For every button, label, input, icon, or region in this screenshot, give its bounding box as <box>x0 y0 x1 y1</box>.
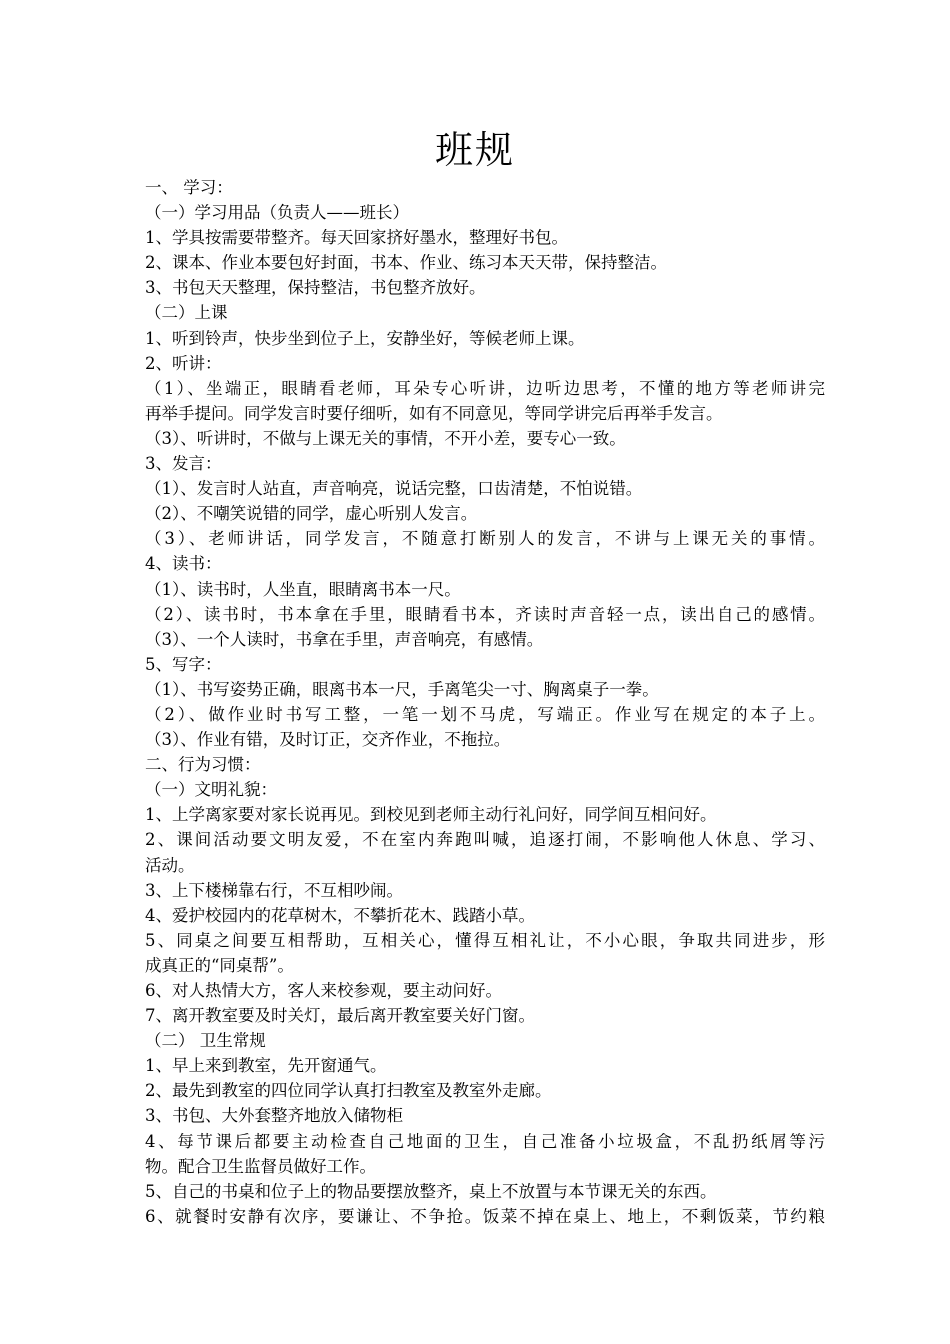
text-line: 5、自己的书桌和位子上的物品要摆放整齐，桌上不放置与本节课无关的东西。 <box>145 1181 717 1201</box>
document-title: 班规 <box>434 128 515 172</box>
text-line: 1、学具按需要带整齐。每天回家挤好墨水，整理好书包。 <box>145 228 568 248</box>
text-line: 3、上下楼梯靠右行，不互相吵闹。 <box>145 880 403 900</box>
text-line: （二） 卫生常规 <box>145 1031 266 1051</box>
text-line: 二、行为习惯： <box>145 755 261 775</box>
text-line: 3、书包天天整理，保持整洁，书包整齐放好。 <box>145 278 486 298</box>
text-line: 活动。 <box>145 855 195 875</box>
text-line: （2）、不嘲笑说错的同学，虚心听别人发言。 <box>145 504 478 524</box>
text-line: 2、课间活动要文明友爱，不在室内奔跑叫喊，追逐打闹，不影响他人休息、学习、 <box>145 830 825 850</box>
text-line: （3）、一个人读时，书拿在手里，声音响亮，有感情。 <box>145 629 544 649</box>
text-line: （3）、听讲时，不做与上课无关的事情，不开小差，要专心一致。 <box>145 428 626 448</box>
text-line: （一）学习用品（负责人——班长） <box>145 203 409 223</box>
text-line: 一、 学习： <box>145 178 233 197</box>
text-line: 4、读书： <box>145 554 222 574</box>
text-line: （一）文明礼貌： <box>145 780 277 800</box>
text-line: （2）、做作业时书写工整，一笔一划不马虎，写端正。作业写在规定的本子上。 <box>145 704 825 724</box>
text-line: （3）、老师讲话，同学发言，不随意打断别人的发言，不讲与上课无关的事情。 <box>145 529 825 549</box>
document-body <box>145 175 825 1229</box>
text-line: 7、离开教室要及时关灯，最后离开教室要关好门窗。 <box>145 1006 535 1026</box>
text-line: （3）、作业有错，及时订正，交齐作业，不拖拉。 <box>145 730 511 750</box>
text-line: 2、最先到教室的四位同学认真打扫教室及教室外走廊。 <box>145 1081 552 1101</box>
text-line: 2、课本、作业本要包好封面，书本、作业、练习本天天带，保持整洁。 <box>145 253 667 273</box>
text-line: （二）上课 <box>145 303 228 323</box>
text-line: 成真正的“同桌帮”。 <box>145 955 294 975</box>
text-line: 6、对人热情大方，客人来校参观，要主动问好。 <box>145 981 502 1000</box>
text-line: 再举手提问。同学发言时要仔细听，如有不同意见，等同学讲完后再举手发言。 <box>145 403 723 423</box>
text-line: 2、听讲： <box>145 353 222 373</box>
text-line: 1、听到铃声，快步坐到位子上，安静坐好，等候老师上课。 <box>145 328 585 348</box>
text-line: （1）、坐端正，眼睛看老师，耳朵专心听讲，边听边思考，不懂的地方等老师讲完 <box>145 378 825 398</box>
text-line: 5、写字： <box>145 654 222 674</box>
text-line: 6、就餐时安静有次序，要谦让、不争抢。饭菜不掉在桌上、地上，不剩饭菜，节约粮 <box>145 1206 825 1226</box>
text-line: 3、发言： <box>145 454 222 474</box>
text-line: 1、早上来到教室，先开窗通气。 <box>145 1056 387 1076</box>
text-line: （1）、读书时，人坐直，眼睛离书本一尺。 <box>145 579 461 599</box>
text-line: 1、上学离家要对家长说再见。到校见到老师主动行礼问好，同学间互相问好。 <box>145 805 717 825</box>
text-line: （2）、读书时，书本拿在手里，眼睛看书本，齐读时声音轻一点，读出自己的感情。 <box>145 604 825 624</box>
text-line: （1）、发言时人站直，声音响亮，说话完整，口齿清楚，不怕说错。 <box>145 479 643 499</box>
text-line: （1）、书写姿势正确，眼离书本一尺，手离笔尖一寸、胸离桌子一拳。 <box>145 679 659 699</box>
text-line: 4、爱护校园内的花草树木，不攀折花木、践踏小草。 <box>145 905 535 925</box>
text-line: 4、每节课后都要主动检查自己地面的卫生，自己准备小垃圾盒，不乱扔纸屑等污 <box>145 1131 825 1151</box>
text-line: 5、同桌之间要互相帮助，互相关心，懂得互相礼让，不小心眼，争取共同进步，形 <box>145 930 825 950</box>
text-line: 3、书包、大外套整齐地放入储物柜 <box>145 1106 403 1126</box>
text-line: 物。配合卫生监督员做好工作。 <box>145 1156 376 1176</box>
